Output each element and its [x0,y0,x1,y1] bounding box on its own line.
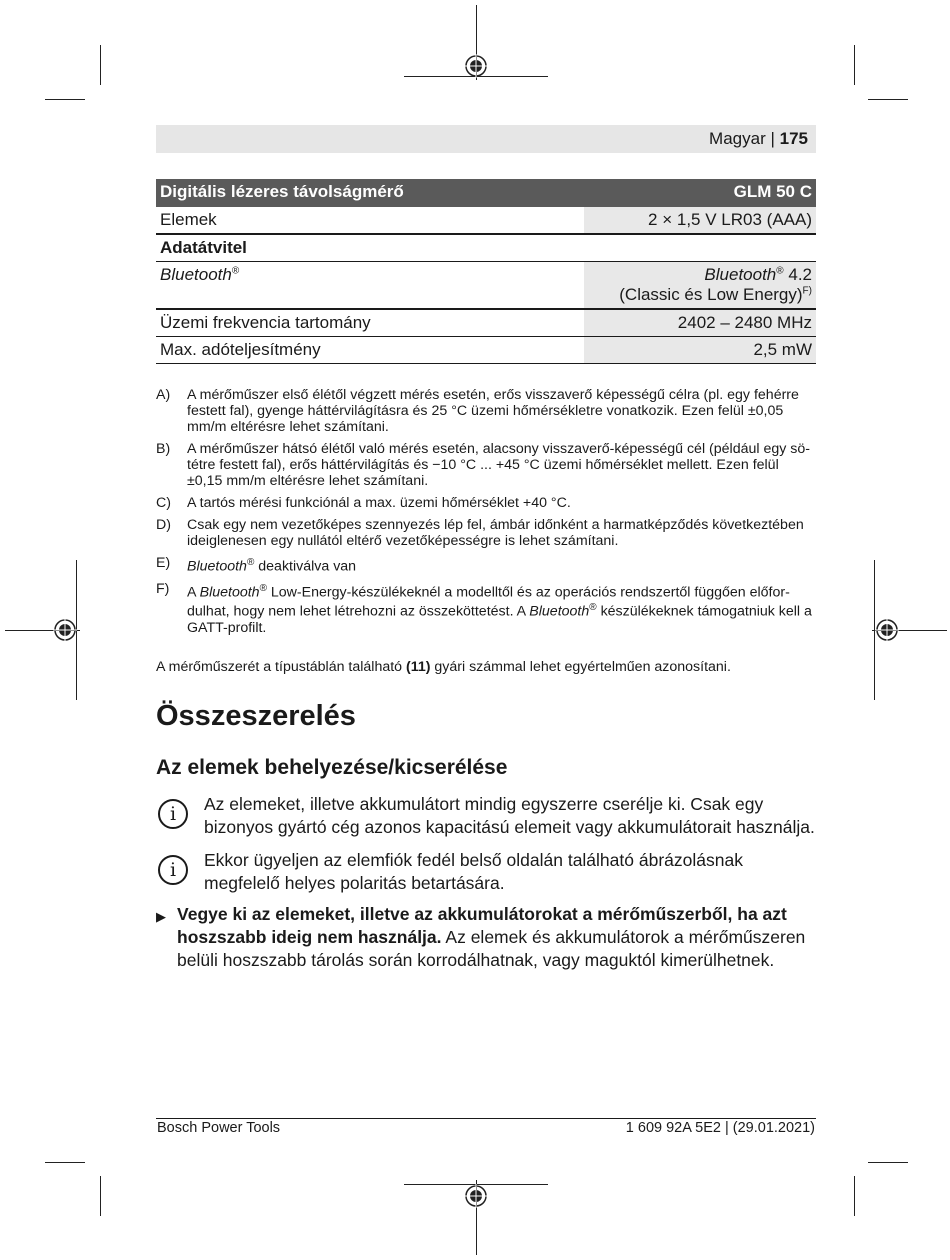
info-icon: i [158,855,188,885]
row-label: Üzemi frekvencia tartomány [156,309,584,337]
header-text [709,129,808,149]
info-note [156,849,816,895]
crop-mark [854,45,855,85]
crop-mark [45,99,85,100]
note-text: Az elemeket, illetve akkumulátort mindig egyszerre cserélje ki. Csak egy bizonyos gyártó cég azonos kapacitású elemeit vagy akkumulátorait használja. [204,794,815,837]
footnote: C) A tartós mérési funkciónál a max. üzemi hőmérséklet +40 °C. [156,495,571,511]
footnote: A) A mérőműszer első élétől végzett mérés esetén, erős visszaverő képességű célra (pl. egy fehérre festett fal), gyenge háttérvilágításra és 25 °C üzemi hőmérsékletre vonatkozik. Ezen felül ±0,05 mm/m eltérésre lehet számítani. [156,387,799,435]
crop-mark [868,99,908,100]
table-row [156,207,816,234]
footnote: D) Csak egy nem vezetőképes szennyezés lép fel, ámbár időnként a harmatképződés következtében ideiglenesen egy nullától eltérő vezetőképességre is lehet számítani. [156,517,804,549]
table-row [156,262,816,310]
subsection-title: Az elemek behelyezése/kicserélése [156,756,508,779]
table-section-row [156,234,816,262]
note-text: Ekkor ügyeljen az elemfiók fedél belső oldalán található ábrázolásnak megfelelő helyes polaritás betartására. [204,850,743,893]
table-row [156,337,816,364]
registration-target-icon [464,54,488,78]
crop-mark [854,1176,855,1216]
footnote: E) Bluetooth® deaktiválva van [156,555,357,575]
registration-target-icon [464,1184,488,1208]
row-label: Max. adóteljesítmény [156,337,584,364]
crop-mark [868,1162,908,1163]
row-value: 2 × 1,5 V LR03 (AAA) [584,207,816,234]
warning-instruction [156,903,816,972]
footnote: F) A Bluetooth® Low-Energy-készülékeknél a modelltől és az operációs rendszertől függően előfordulhat, hogy nem lehet létrehozni az összeköttetést. A Bluetooth® készülékeknek támogatniuk kell a GATT-profilt. [156,580,812,637]
page-header [156,125,816,153]
info-note [156,793,816,839]
table-model: GLM 50 C [584,179,816,207]
info-icon: i [158,799,188,829]
row-value: Bluetooth® 4.2 (Classic és Low Energy)$^{F)}$ [584,262,816,310]
section-label: Adatátvitel [156,234,816,262]
row-value: 2402 – 2480 MHz [584,309,816,337]
crop-mark [45,1162,85,1163]
registration-target-icon [875,618,899,642]
registration-target-icon [53,618,77,642]
serial-number-note: A mérőműszerét a típustáblán található (11) gyári számmal lehet egyértelműen azonosítani. [156,659,731,675]
row-label: Elemek [156,207,584,234]
row-label: Bluetooth® [156,262,584,310]
table-header-row [156,179,816,207]
warning-text: Vegye ki az elemeket, illetve az akkumulátorokat a mérőműszerből, ha azt hoszszabb ideig nem használja. Az elemek és akkumulátorok a mérőműszeren belüli hoszszabb tárolás során korrodálhatnak, vagy maguktól kimerülhetnek. [177,904,806,970]
footnotes [156,387,816,642]
section-title: Összeszerelés [156,700,356,732]
header-language: Magyar [709,129,766,148]
footer-rule [156,1118,816,1119]
crop-mark [100,45,101,85]
footer-doc-number: 1 609 92A 5E2 | (29.01.2021) [625,1120,815,1136]
table-title: Digitális lézeres távolságmérő [156,179,584,207]
arrow-bullet-icon: ▶ [156,909,166,924]
footer-brand: Bosch Power Tools [157,1120,281,1136]
row-value: 2,5 mW [584,337,816,364]
spec-table [156,179,816,364]
crop-mark [100,1176,101,1216]
footnote: B) A mérőműszer hátsó élétől való mérés esetén, alacsony visszaverő-képességű cél (például egy sötétre festett fal), erős háttérvilágítás és −10 °C ... +45 °C üzemi hőmérséklet mellett. Ezen felül ±0,15 mm/m eltérésre lehet számítani. [156,441,810,489]
page-number: 175 [779,129,808,148]
header-separator: | [770,129,775,148]
table-row [156,309,816,337]
